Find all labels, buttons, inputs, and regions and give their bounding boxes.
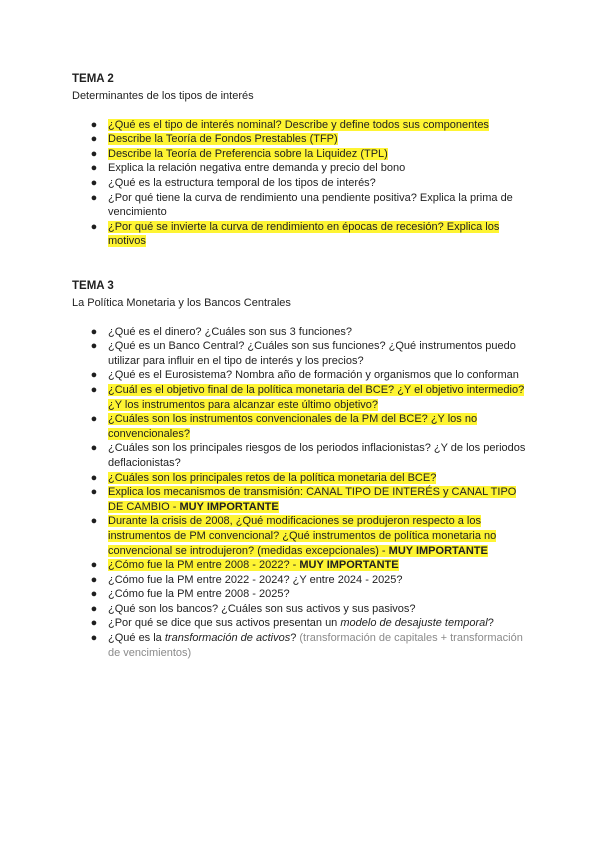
question-item bbox=[72, 132, 532, 147]
bullet-icon: ● bbox=[90, 442, 98, 455]
bullet-icon: ● bbox=[90, 118, 98, 131]
question-text-tail: ? bbox=[487, 617, 494, 630]
question-text-main: ¿Por qué tiene la curva de rendimiento una pendiente positiva? Explica la prima de vencimiento bbox=[108, 191, 513, 219]
question-text bbox=[108, 192, 513, 219]
tema-3-section bbox=[72, 279, 532, 660]
bullet-icon: ● bbox=[90, 413, 98, 426]
question-text-main: ¿Qué son los bancos? ¿Cuáles son sus activos y sus pasivos? bbox=[108, 602, 416, 615]
question-item bbox=[72, 412, 532, 441]
bullet-icon: ● bbox=[90, 588, 98, 601]
bullet-icon: ● bbox=[90, 162, 98, 175]
question-text bbox=[108, 148, 388, 160]
tema-3-title: TEMA 3 bbox=[72, 280, 114, 292]
question-text-main: ¿Cómo fue la PM entre 2008 - 2022? - bbox=[108, 559, 300, 572]
question-text bbox=[108, 472, 436, 484]
question-item bbox=[72, 368, 532, 383]
question-item bbox=[72, 339, 532, 368]
question-text-main: ¿Qué es un Banco Central? ¿Cuáles son sus funciones? ¿Qué instrumentos puedo utilizar para influir en el tipo de interés y los precios? bbox=[108, 340, 516, 367]
question-item bbox=[72, 325, 532, 340]
question-text bbox=[108, 515, 496, 556]
question-item bbox=[72, 441, 532, 470]
question-text bbox=[108, 119, 489, 131]
bullet-icon: ● bbox=[90, 325, 98, 338]
question-item bbox=[72, 471, 532, 486]
question-text-main: ¿Qué es la estructura temporal de los tipos de interés? bbox=[108, 176, 376, 189]
question-item bbox=[72, 573, 532, 588]
question-text-main: ¿Por qué se invierte la curva de rendimiento en épocas de recesión? Explica los motivos bbox=[108, 220, 500, 248]
question-item bbox=[72, 220, 532, 249]
question-item bbox=[72, 558, 532, 573]
question-item bbox=[72, 191, 532, 220]
bullet-icon: ● bbox=[90, 486, 98, 499]
question-text bbox=[108, 177, 376, 189]
bullet-icon: ● bbox=[90, 133, 98, 146]
bullet-icon: ● bbox=[90, 340, 98, 353]
question-item bbox=[72, 383, 532, 412]
bullet-icon: ● bbox=[90, 471, 98, 484]
question-item bbox=[72, 161, 532, 176]
question-text bbox=[108, 559, 399, 571]
tema-3-question-list bbox=[72, 325, 532, 661]
question-text-main: Describe la Teoría de Preferencia sobre la Liquidez (TPL) bbox=[108, 147, 388, 160]
question-italic-term: transformación de activos bbox=[164, 632, 291, 645]
question-item bbox=[72, 587, 532, 602]
question-text-main: ¿Por qué se dice que sus activos presentan un bbox=[108, 617, 341, 630]
question-note: (transformación de capitales + transformación de vencimientos) bbox=[108, 632, 523, 659]
question-text-main: ¿Qué es el Eurosistema? Nombra año de formación y organismos que lo conforman bbox=[108, 369, 519, 382]
question-text bbox=[108, 632, 523, 659]
question-text bbox=[108, 384, 524, 411]
bullet-icon: ● bbox=[90, 220, 98, 233]
question-item bbox=[72, 602, 532, 617]
question-text bbox=[108, 369, 519, 381]
bullet-icon: ● bbox=[90, 147, 98, 160]
question-item bbox=[72, 631, 532, 660]
question-item bbox=[72, 485, 532, 514]
question-text-main: ¿Cuáles son los instrumentos convencionales de la PM del BCE? ¿Y los no convencionales? bbox=[108, 413, 478, 440]
question-item bbox=[72, 118, 532, 133]
question-text bbox=[108, 617, 494, 629]
question-text bbox=[108, 162, 405, 174]
bullet-icon: ● bbox=[90, 632, 98, 645]
bullet-icon: ● bbox=[90, 383, 98, 396]
question-text bbox=[108, 574, 403, 586]
bullet-icon: ● bbox=[90, 602, 98, 615]
question-text bbox=[108, 413, 477, 440]
tema-2-question-list bbox=[72, 118, 532, 249]
question-text-main: ¿Qué es el dinero? ¿Cuáles son sus 3 funciones? bbox=[108, 325, 352, 338]
bullet-icon: ● bbox=[90, 515, 98, 528]
bullet-icon: ● bbox=[90, 617, 98, 630]
importance-tag: MUY IMPORTANTE bbox=[388, 544, 488, 557]
question-text-main: Explica los mecanismos de transmisión: CANAL TIPO DE INTERÉS y CANAL TIPO DE CAMBIO - bbox=[108, 486, 517, 513]
question-text-main: ¿Qué es la bbox=[108, 632, 165, 645]
question-text bbox=[108, 133, 338, 145]
question-text-main: ¿Cómo fue la PM entre 2022 - 2024? ¿Y entre 2024 - 2025? bbox=[108, 573, 403, 586]
bullet-icon: ● bbox=[90, 559, 98, 572]
question-text-main: ¿Cuáles son los principales retos de la política monetaria del BCE? bbox=[108, 471, 437, 484]
question-text-main: Describe la Teoría de Fondos Prestables (TFP) bbox=[108, 133, 338, 146]
question-text bbox=[108, 442, 525, 469]
question-text bbox=[108, 340, 516, 367]
question-text-main: ¿Cuáles son los principales riesgos de los periodos inflacionistas? ¿Y de los periodos deflacionistas? bbox=[108, 442, 526, 469]
tema-3-subtitle: La Política Monetaria y los Bancos Centrales bbox=[72, 297, 291, 309]
question-text bbox=[108, 326, 352, 338]
bullet-icon: ● bbox=[90, 176, 98, 189]
question-text-tail: ? bbox=[290, 632, 300, 645]
question-text bbox=[108, 221, 499, 248]
question-text-main: ¿Cómo fue la PM entre 2008 - 2025? bbox=[108, 588, 290, 601]
bullet-icon: ● bbox=[90, 573, 98, 586]
question-item bbox=[72, 147, 532, 162]
bullet-icon: ● bbox=[90, 191, 98, 204]
importance-tag: MUY IMPORTANTE bbox=[179, 500, 279, 513]
question-item bbox=[72, 616, 532, 631]
question-text-main: ¿Qué es el tipo de interés nominal? Describe y define todos sus componentes bbox=[108, 118, 489, 131]
tema-2-subtitle: Determinantes de los tipos de interés bbox=[72, 90, 254, 102]
importance-tag: MUY IMPORTANTE bbox=[299, 559, 399, 572]
tema-2-section bbox=[72, 72, 532, 249]
question-item bbox=[72, 176, 532, 191]
question-item bbox=[72, 514, 532, 558]
question-text-main: Explica la relación negativa entre demanda y precio del bono bbox=[108, 162, 406, 175]
question-text bbox=[108, 603, 416, 615]
tema-2-title: TEMA 2 bbox=[72, 73, 114, 85]
question-text-main: Durante la crisis de 2008, ¿Qué modificaciones se produjeron respecto a los instrumentos de PM convencional? ¿Qué instrumentos de política monetaria no convencional se introdujeron? (medidas excepcionales) - bbox=[108, 515, 497, 557]
question-text-main: ¿Cuál es el objetivo final de la política monetaria del BCE? ¿Y el objetivo intermedio? ¿Y los instrumentos para alcanzar este último objetivo? bbox=[108, 383, 525, 411]
question-italic-term: modelo de desajuste temporal bbox=[340, 617, 488, 630]
question-text bbox=[108, 588, 290, 600]
question-text bbox=[108, 486, 516, 513]
bullet-icon: ● bbox=[90, 369, 98, 382]
